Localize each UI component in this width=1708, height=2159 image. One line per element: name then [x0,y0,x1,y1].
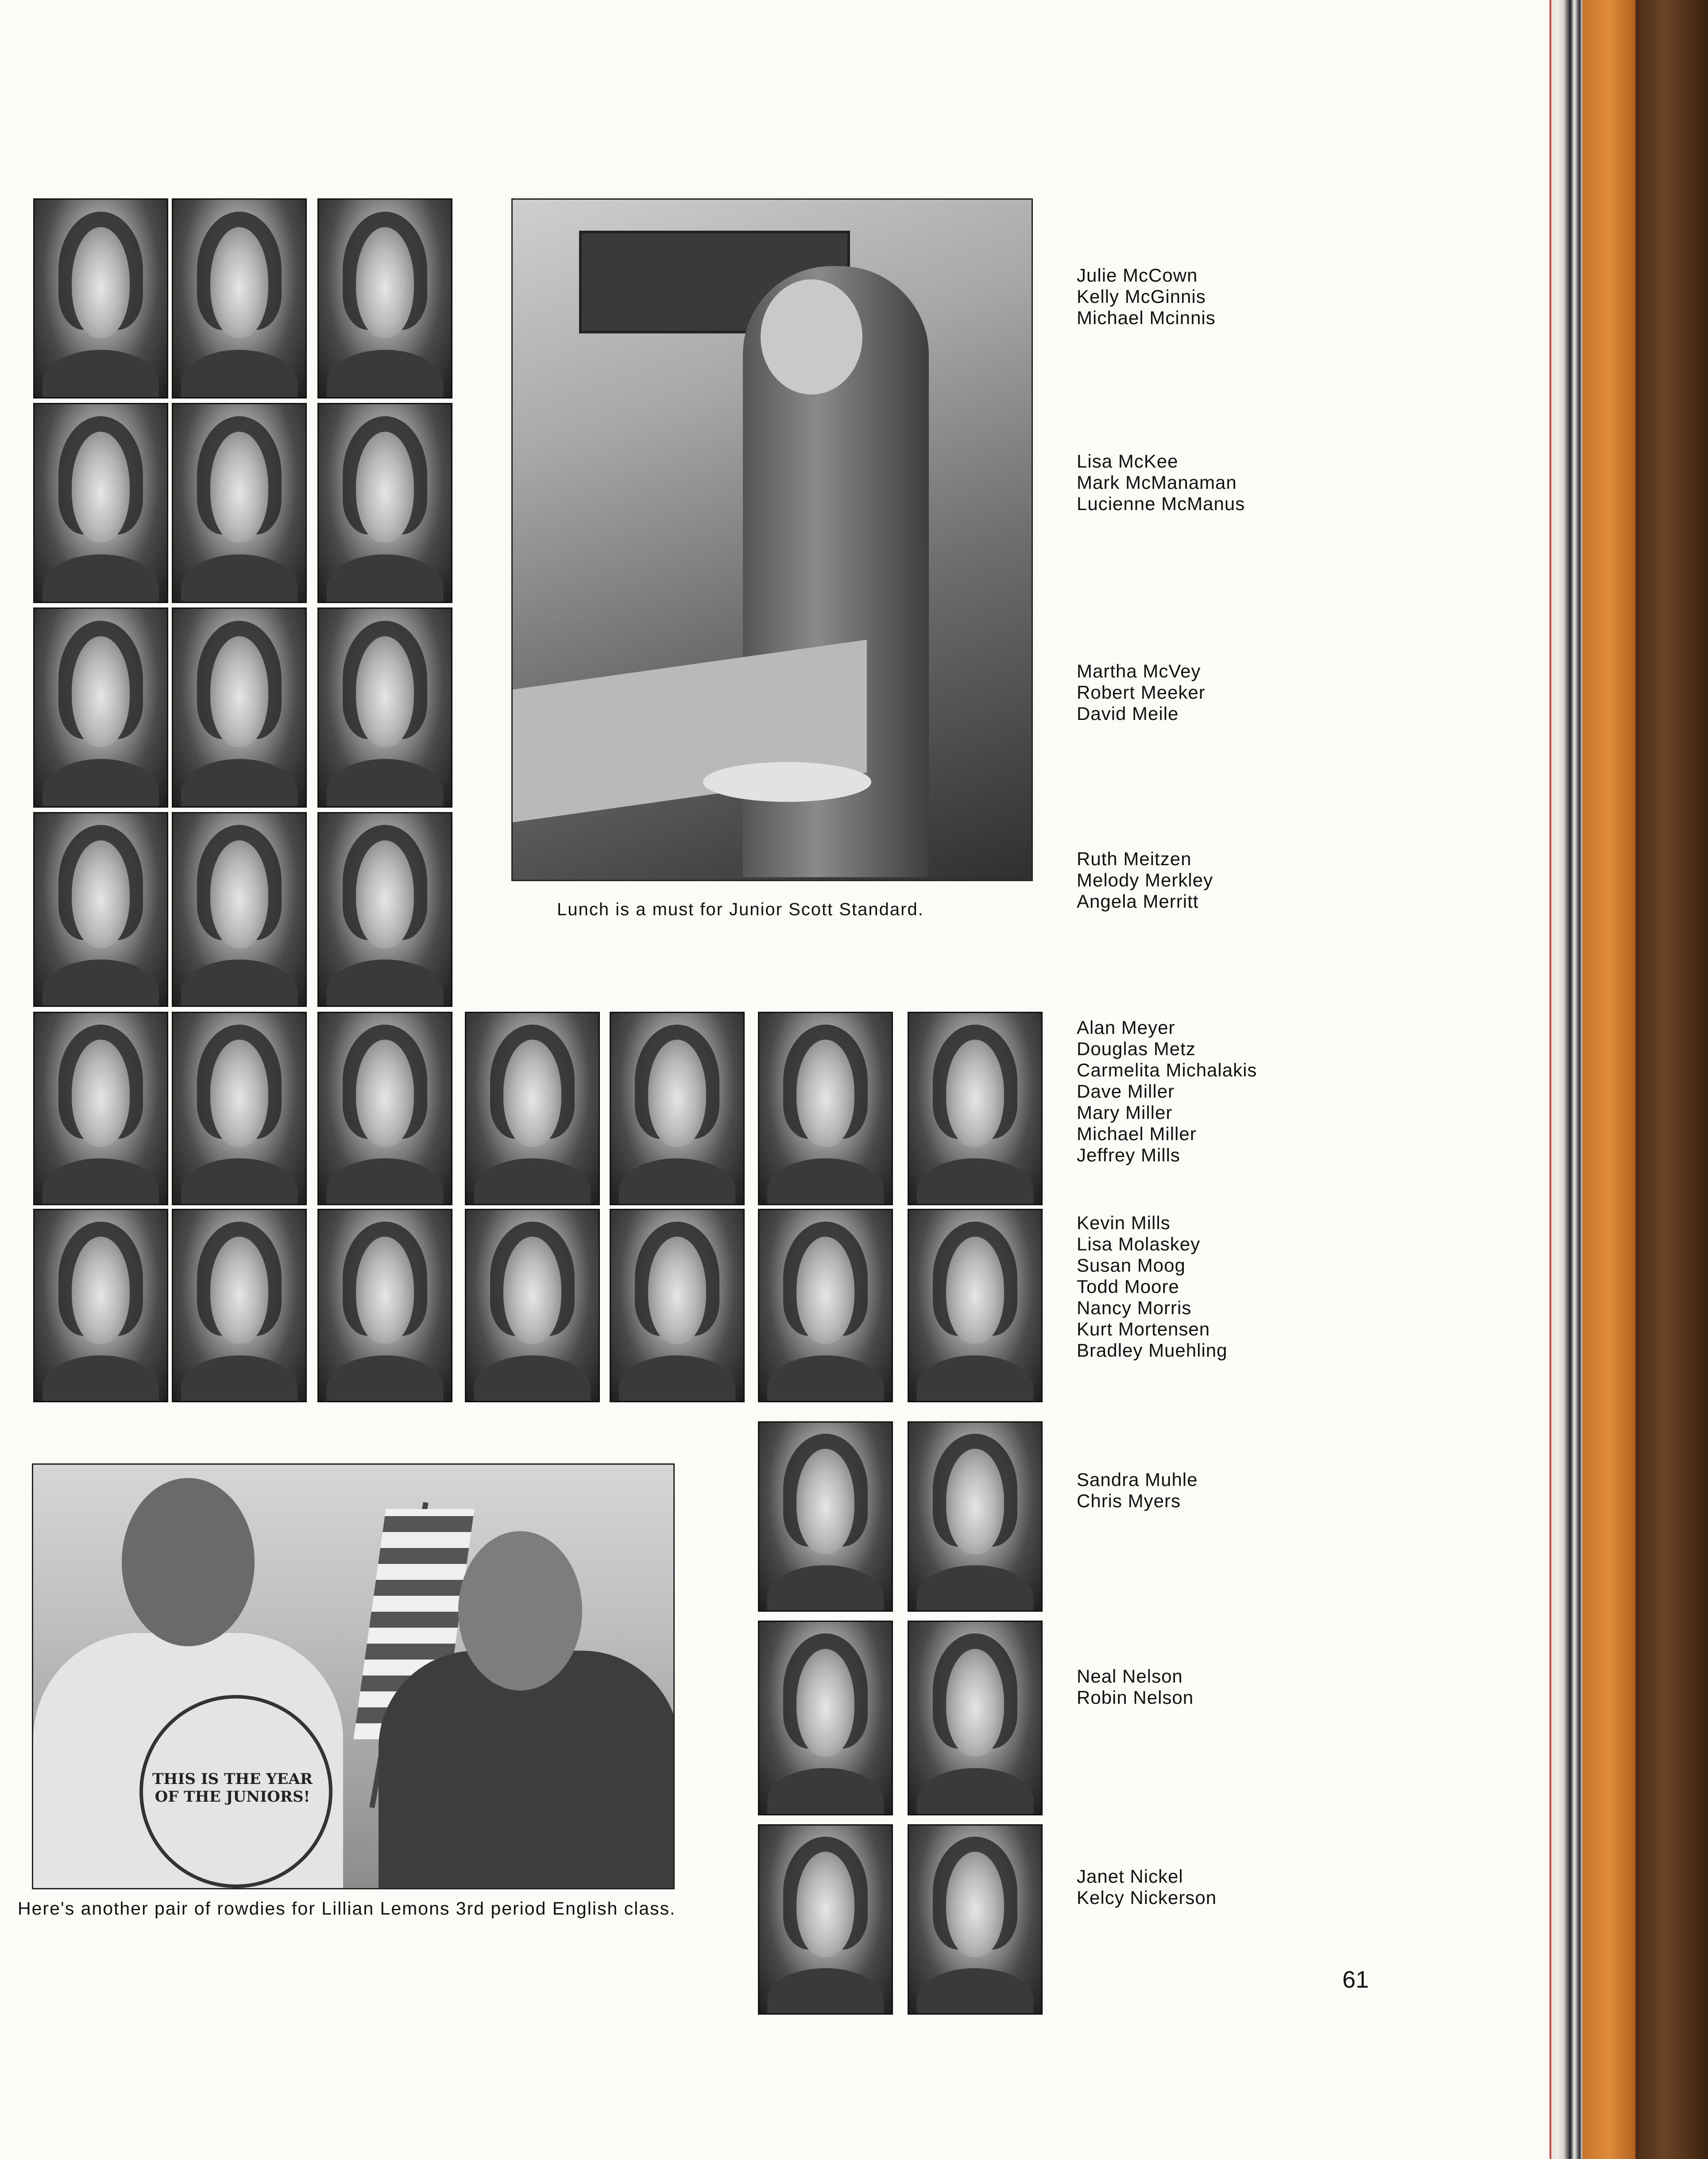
rowdies-photo [32,1463,675,1889]
student-name: Martha McVey [1077,661,1201,681]
student-name: Alan Meyer [1077,1017,1175,1038]
student-name: Mary Miller [1077,1102,1173,1123]
student-portrait [758,1824,893,2015]
student-name: Kurt Mortensen [1077,1319,1210,1339]
student-portrait [908,1824,1043,2015]
student-portrait [33,1012,168,1205]
student-portrait [33,1209,168,1402]
student-name: Kelly McGinnis [1077,286,1206,307]
student-name: Kevin Mills [1077,1212,1171,1233]
name-list [1077,1666,1194,1708]
student-name: Susan Moog [1077,1255,1186,1276]
student-name: Douglas Metz [1077,1038,1196,1059]
cover-brown [1635,0,1708,2159]
name-list [1077,1866,1217,1908]
student-name: Sandra Muhle [1077,1469,1198,1490]
student-name: Carmelita Michalakis [1077,1060,1257,1080]
name-list [1077,1469,1198,1512]
student-portrait [172,607,307,808]
student-portrait [758,1209,893,1402]
student-portrait [172,812,307,1007]
student-portrait [908,1621,1043,1815]
student-portrait [758,1012,893,1205]
student-name: Michael Miller [1077,1123,1197,1144]
student-name: Lisa McKee [1077,451,1179,472]
student-portrait [317,198,452,399]
name-list [1077,265,1216,329]
student-portrait [610,1209,745,1402]
name-list [1077,451,1245,515]
student-name: Lucienne McManus [1077,493,1245,514]
student-portrait [33,198,168,399]
student-portrait [908,1421,1043,1612]
student-name: Janet Nickel [1077,1866,1183,1887]
student-name: Angela Merritt [1077,891,1199,912]
name-list [1077,848,1213,912]
student-name: Robert Meeker [1077,682,1206,703]
rowdies-caption: Here's another pair of rowdies for Lillian Lemons 3rd period English class. [18,1898,676,1919]
student-name: Neal Nelson [1077,1666,1183,1687]
student-portrait [758,1621,893,1815]
student-portrait [465,1209,600,1402]
student-name: Michael Mcinnis [1077,307,1216,328]
student-name: Julie McCown [1077,265,1198,286]
cover-orange [1582,0,1635,2159]
name-list [1077,661,1206,724]
student-name: David Meile [1077,703,1179,724]
student-name: Lisa Molaskey [1077,1234,1201,1254]
student-portrait [172,198,307,399]
student-portrait [172,403,307,603]
student-portrait [33,607,168,808]
name-list [1077,1212,1228,1361]
student-portrait [465,1012,600,1205]
student-portrait [908,1209,1043,1402]
student-name: Kelcy Nickerson [1077,1887,1217,1908]
student-name: Mark McManaman [1077,472,1237,493]
student-name: Jeffrey Mills [1077,1145,1180,1165]
student-portrait [317,1209,452,1402]
student-name: Todd Moore [1077,1276,1179,1297]
student-portrait [317,607,452,808]
student-name: Nancy Morris [1077,1297,1192,1318]
lunch-caption: Lunch is a must for Junior Scott Standard. [557,900,924,919]
student-portrait [908,1012,1043,1205]
student-portrait [317,403,452,603]
name-list [1077,1017,1257,1166]
student-name: Melody Merkley [1077,870,1213,890]
page-edge-stack [1556,0,1582,2159]
student-portrait [317,812,452,1007]
student-name: Ruth Meitzen [1077,848,1192,869]
page-number: 61 [1342,1966,1369,1993]
lunch-photo [511,198,1033,881]
student-portrait [317,1012,452,1205]
student-portrait [758,1421,893,1612]
student-portrait [33,812,168,1007]
student-portrait [610,1012,745,1205]
shirt-text: THIS IS THE YEAR OF THE JUNIORS! [152,1770,313,1806]
student-portrait [172,1209,307,1402]
student-name: Bradley Muehling [1077,1340,1228,1361]
student-portrait [33,403,168,603]
student-name: Robin Nelson [1077,1687,1194,1708]
student-name: Dave Miller [1077,1081,1175,1102]
student-portrait [172,1012,307,1205]
student-name: Chris Myers [1077,1490,1181,1511]
